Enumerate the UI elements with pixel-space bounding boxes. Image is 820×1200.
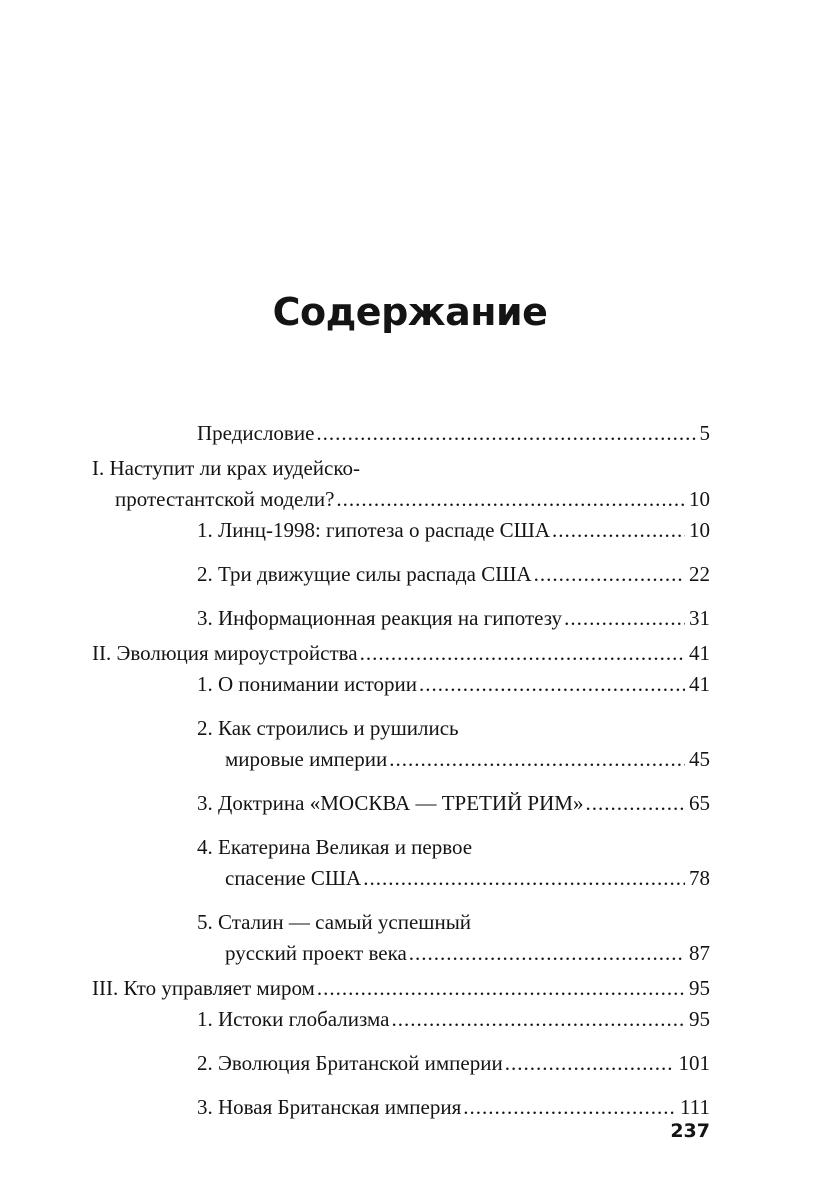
toc-entry-label: протестантской модели? xyxy=(115,487,335,511)
toc-entry-preface[interactable] xyxy=(197,418,710,449)
dot-leader xyxy=(316,418,695,449)
dot-leader xyxy=(409,938,685,969)
toc-entry[interactable] xyxy=(197,669,710,700)
toc-page-number: 111 xyxy=(680,1095,710,1119)
toc-entry-label: 1. Истоки глобализма xyxy=(197,1007,390,1031)
toc-page-number: 41 xyxy=(689,672,710,696)
toc-page-number: 31 xyxy=(689,606,710,630)
toc-entry[interactable] xyxy=(197,1048,710,1079)
toc-entry-label: 2. Эволюция Британской империи xyxy=(197,1051,503,1075)
dot-leader xyxy=(360,638,685,669)
toc-page-number: 10 xyxy=(689,487,710,511)
dot-leader xyxy=(505,1048,675,1079)
toc-entry-label: 3. Доктрина «МОСКВА — ТРЕТИЙ РИМ» xyxy=(197,791,584,815)
toc-page-number: 78 xyxy=(689,866,710,890)
dot-leader xyxy=(552,515,685,546)
dot-leader xyxy=(463,1092,676,1123)
dot-leader xyxy=(534,559,685,590)
dot-leader xyxy=(419,669,685,700)
dot-leader xyxy=(363,863,685,894)
toc-entry[interactable] xyxy=(197,559,710,590)
toc-page-number: 45 xyxy=(689,747,710,771)
dot-leader xyxy=(585,788,685,819)
toc-entry-label: 3. Информационная реакция на гипотезу xyxy=(197,606,563,630)
toc-entry-label: 2. Три движущие силы распада США xyxy=(197,562,532,586)
toc-entry-title[interactable]: 2. Как строились и рушились xyxy=(197,716,459,740)
toc-entry-label: 1. О понимании истории xyxy=(197,672,417,696)
toc-entry-label: II. Эволюция мироустройства xyxy=(92,641,358,665)
toc-page-number: 22 xyxy=(689,562,710,586)
toc-page-number: 65 xyxy=(689,791,710,815)
toc-entry[interactable] xyxy=(197,1092,710,1123)
dot-leader xyxy=(564,603,685,634)
toc-page-number: 87 xyxy=(689,941,710,965)
toc-page-number: 41 xyxy=(689,641,710,665)
toc-entry-label: мировые империи xyxy=(225,747,388,771)
toc-entry[interactable] xyxy=(225,938,710,969)
toc-entry[interactable] xyxy=(197,788,710,819)
toc-page-number: 101 xyxy=(678,1051,710,1075)
toc-page-number: 5 xyxy=(699,421,710,445)
dot-leader xyxy=(336,484,685,515)
toc-chapter-2[interactable] xyxy=(92,638,710,669)
toc-entry-title[interactable]: 4. Екатерина Великая и первое xyxy=(197,835,473,859)
toc-entry[interactable] xyxy=(225,863,710,894)
toc-page-number: 95 xyxy=(689,1007,710,1031)
dot-leader xyxy=(391,1004,685,1035)
toc-entry-label: 1. Линц-1998: гипотеза о распаде США xyxy=(197,518,551,542)
dot-leader xyxy=(389,744,685,775)
toc-entry[interactable] xyxy=(225,744,710,775)
toc-entry-label: русский проект века xyxy=(225,941,407,965)
toc-chapter-1-title[interactable]: I. Наступит ли крах иудейско- xyxy=(92,456,360,480)
toc-page-number: 95 xyxy=(689,976,710,1000)
toc-entry-label: Предисловие xyxy=(197,421,315,445)
toc-entry[interactable] xyxy=(197,1004,710,1035)
toc-entry-label: спасение США xyxy=(225,866,362,890)
page-number: 237 xyxy=(670,1120,710,1142)
toc-page-number: 10 xyxy=(689,518,710,542)
toc-entry-label: III. Кто управляет миром xyxy=(92,976,315,1000)
table-of-contents xyxy=(92,418,710,1123)
toc-entry[interactable] xyxy=(197,515,710,546)
toc-entry-label: 3. Новая Британская империя xyxy=(197,1095,462,1119)
dot-leader xyxy=(317,973,685,1004)
page-title: Содержание xyxy=(272,290,548,334)
toc-entry-title[interactable]: 5. Сталин — самый успешный xyxy=(197,910,472,934)
toc-chapter-3[interactable] xyxy=(92,973,710,1004)
toc-chapter-1[interactable] xyxy=(115,484,710,515)
toc-entry[interactable] xyxy=(197,603,710,634)
